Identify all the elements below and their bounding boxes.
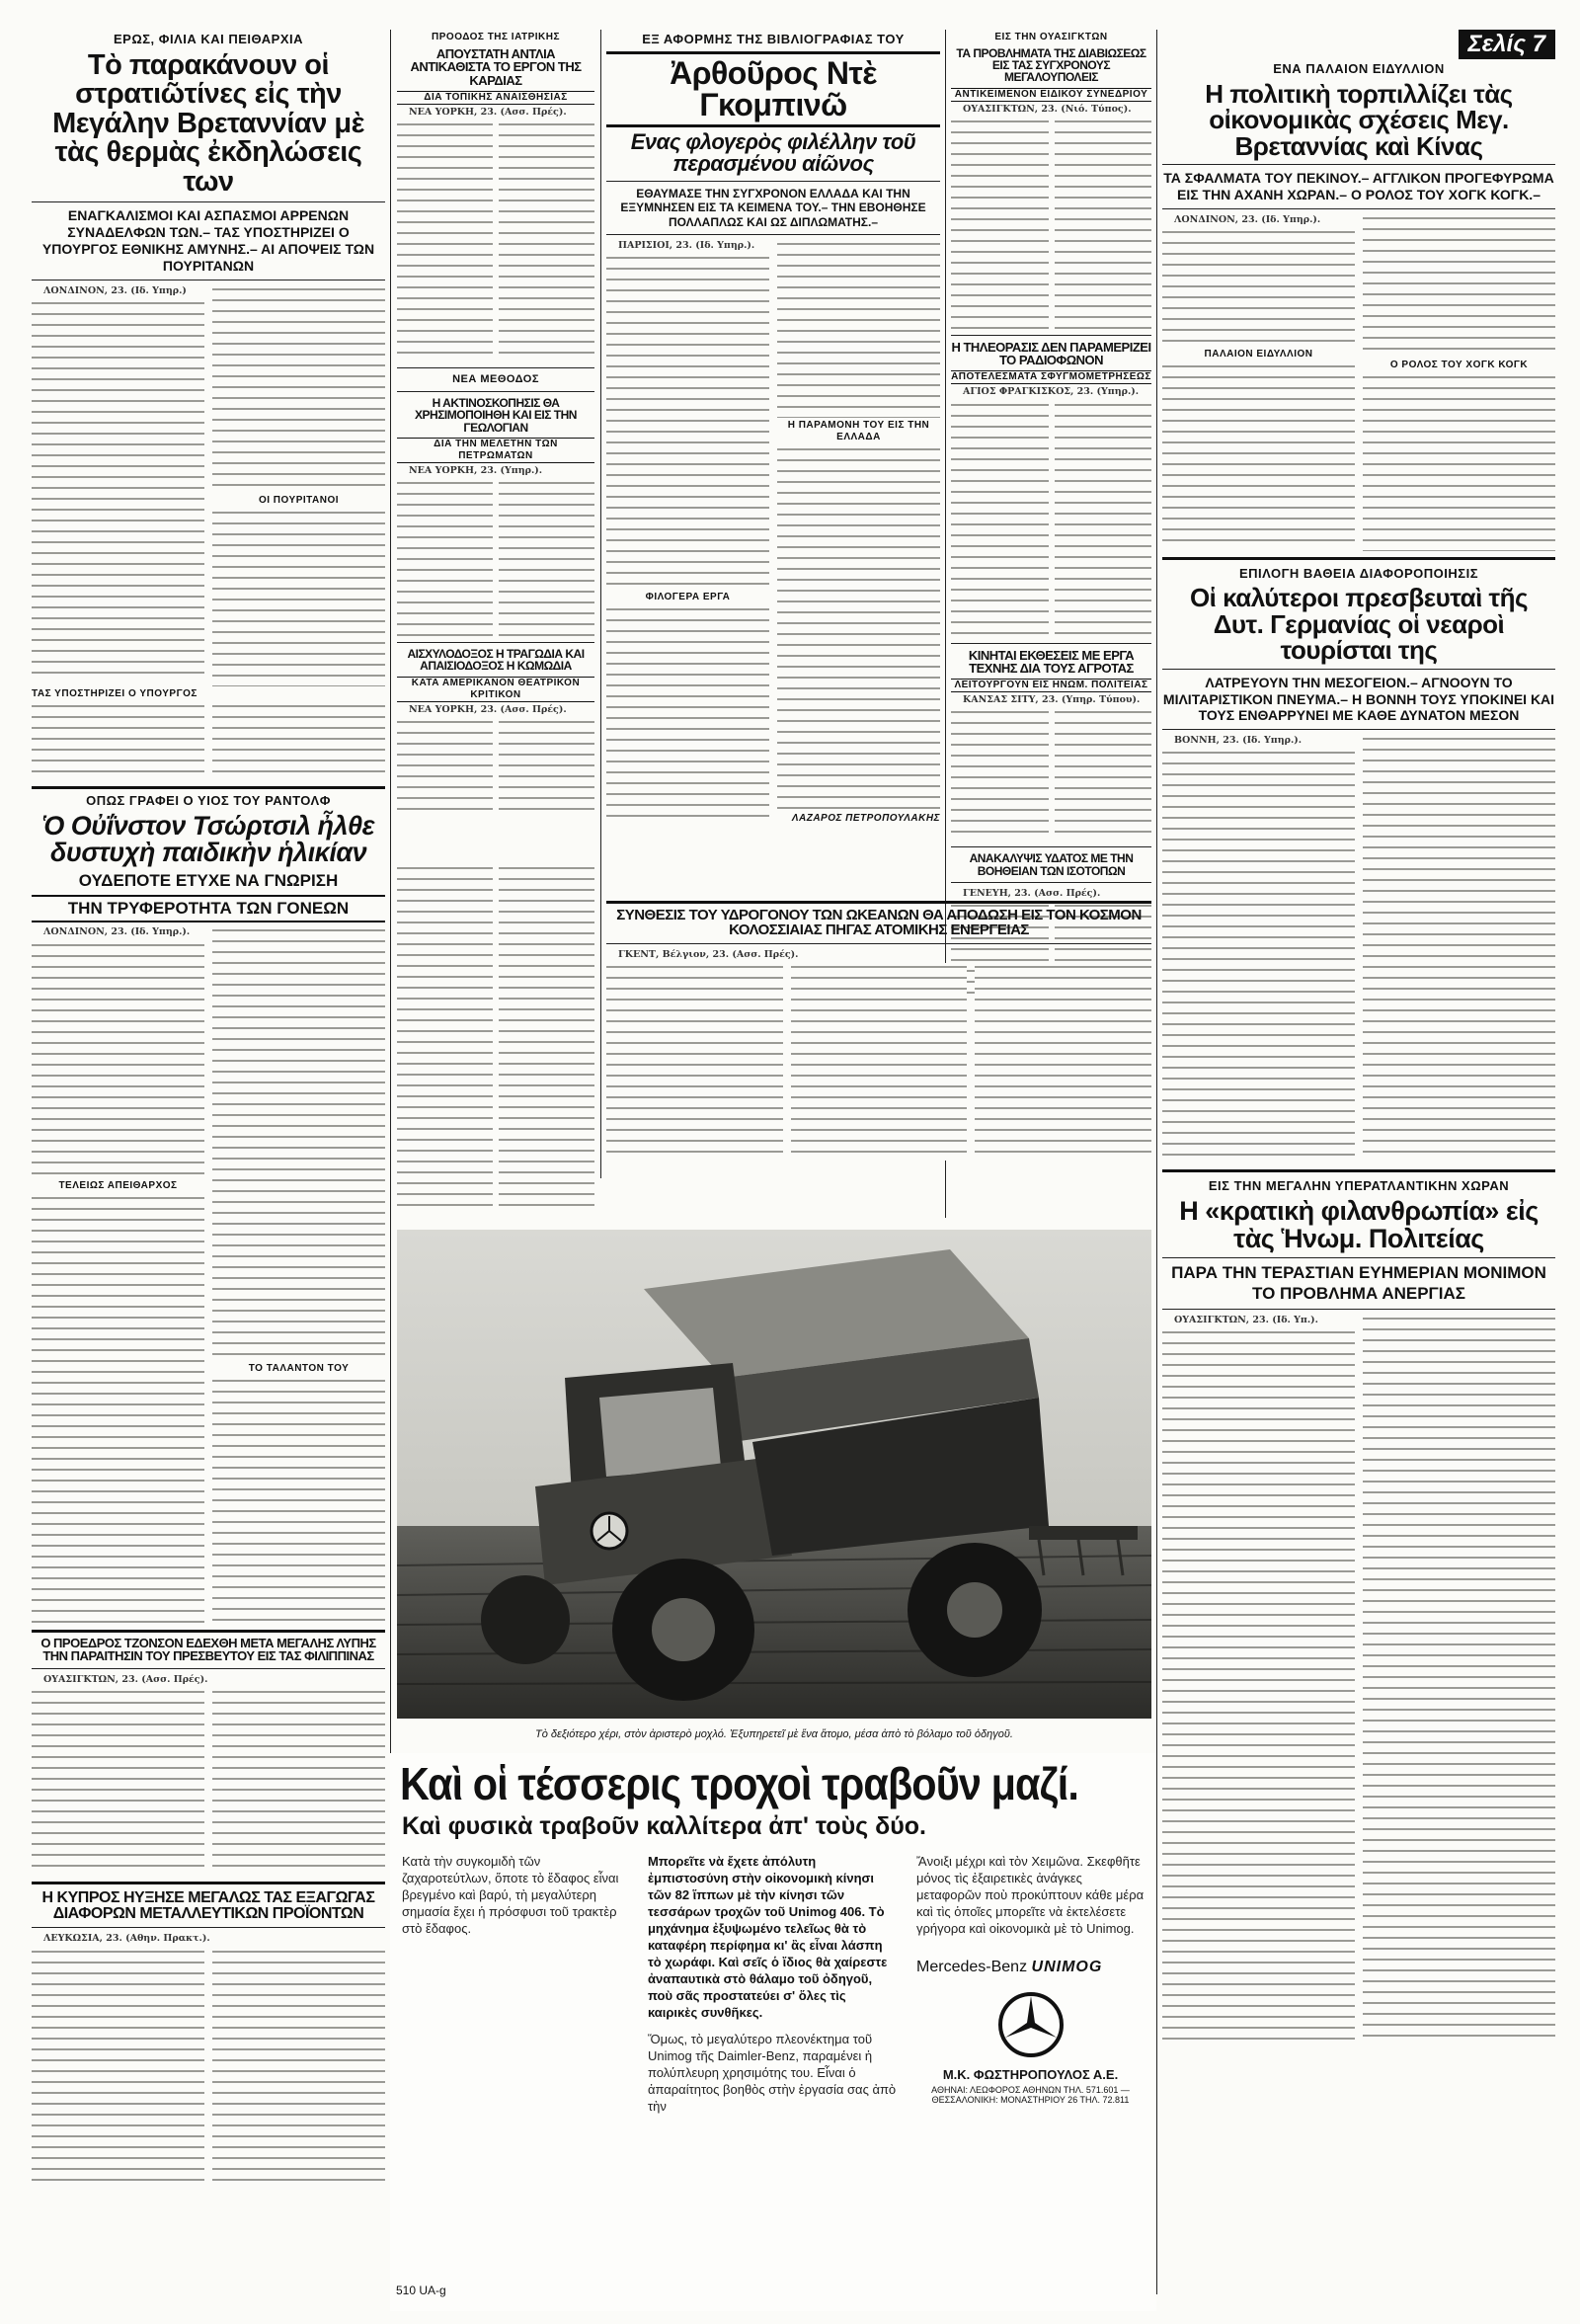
headline-3: ΚΙΝΗΤΑΙ ΕΚΘΕΣΕΙΣ ΜΕ ΕΡΓΑ ΤΕΧΝΗΣ ΔΙΑ ΤΟΥΣ ΑΓΡΟΤΑΣ	[968, 647, 1135, 676]
deck: ΕΘΑΥΜΑΣΕ ΤΗΝ ΣΥΓΧΡΟΝΟΝ ΕΛΛΑΔΑ ΚΑΙ ΤΗΝ ΕΞΥΜΝΗΣΕΝ ΕΙΣ ΤΑ ΚΕΙΜΕΝΑ ΤΟΥ.– ΤΗΝ ΕΒΟΗΘΗΣΕ ΠΟΛΛΑΠΛΩΣ ΚΑΙ ΩΣ ΔΙΠΛΩΜΑΤΗΣ.–	[620, 186, 926, 229]
body-text	[32, 941, 204, 1178]
kicker: ΕΙΣ ΤΗΝ ΟΥΑΣΙΓΚΤΩΝ	[994, 32, 1108, 42]
article-churchill	[32, 786, 385, 1626]
article-gobineau	[606, 30, 940, 899]
headline: ΣΥΝΘΕΣΙΣ ΤΟΥ ΥΔΡΟΓΟΝΟΥ ΤΩΝ ΩΚΕΑΝΩΝ ΘΑ ΑΠΟΔΩΣΗ ΕΙΣ ΤΟΝ ΚΟΣΜΟΝ ΚΟΛΟΣΣΙΑΙΑΣ ΠΗΓΑΣ ΑΤΟΜΙΚΗΣ ΕΝΕΡΓΕΙΑΣ	[616, 907, 1142, 939]
body-text	[499, 120, 594, 362]
body-text	[499, 864, 594, 1215]
mercedes-star-icon	[996, 1990, 1066, 2059]
subheading: ΠΑΛΑΙΟΝ ΕΙΔΥΛΛΙΟΝ	[1204, 348, 1313, 360]
body-text	[951, 708, 1049, 841]
dateline: ΟΥΑΣΙΓΚΤΩΝ, 23. (Νιό. Τύπος).	[963, 103, 1132, 115]
headline-philanthropy: Η «κρατικὴ φιλανθρωπία» εἰς τὰς Ἡνωμ. Πολιτείας	[1179, 1196, 1539, 1253]
headline: ΑΠΟΥΣΤΑΤΗ ΑΝΤΛΙΑ ΑΝΤΙΚΑΘΙΣΤΑ ΤΟ ΕΡΓΟΝ ΤΗΣ ΚΑΡΔΙΑΣ	[410, 46, 582, 88]
ad-dealer-address: ΑΘΗΝΑΙ: ΛΕΩΦΟΡΟΣ ΑΘΗΝΩΝ ΤΗΛ. 571.601 — ΘΕΣΣΑΛΟΝΙΚΗ: ΜΟΝΑΣΤΗΡΙΟΥ 26 ΤΗΛ. 72.811	[931, 2085, 1130, 2105]
dateline-4: ΓΕΝΕΥΗ, 23. (Ασσ. Πρές).	[963, 887, 1101, 899]
dateline: ΝΕΑ ΥΟΡΚΗ, 23. (Ασσ. Πρές).	[409, 106, 567, 118]
ad-dealer: Μ.Κ. ΦΩΣΤΗΡΟΠΟΥΛΟΣ Α.Ε.	[942, 2067, 1119, 2082]
headline: ΤΑ ΠΡΟΒΛΗΜΑΤΑ ΤΗΣ ΔΙΑΒΙΩΣΕΩΣ ΕΙΣ ΤΑΣ ΣΥΓΧΡΟΝΟΥΣ ΜΕΓΑΛΟΥΠΟΛΕΙΣ	[956, 46, 1146, 85]
kicker: ΕΠΙΛΟΓΗ ΒΑΘΕΙΑ ΔΙΑΦΟΡΟΠΟΙΗΣΙΣ	[1238, 565, 1479, 581]
headline: Ὁ Οὐΐνστον Τσώρτσιλ ἦλθε δυστυχὴ παιδικὴν ἡλικίαν	[41, 810, 374, 868]
dateline: ΛΟΝΔΙΝΟΝ, 23. (Ιδ. Υπηρ.)	[43, 284, 187, 296]
body-text	[1055, 118, 1152, 330]
dateline: ΟΥΑΣΙΓΚΤΩΝ, 23. (Ιδ. Υπ.).	[1174, 1314, 1318, 1325]
bottom-left-articles	[32, 1630, 385, 2291]
photo-unimog	[397, 1230, 1151, 1746]
deck-germany: ΛΑΤΡΕΥΟΥΝ ΤΗΝ ΜΕΣΟΓΕΙΟΝ.– ΑΓΝΟΟΥΝ ΤΟ ΜΙΛΙΤΑΡΙΣΤΙΚΟΝ ΠΝΕΥΜΑ.– Η ΒΟΝΝΗ ΤΟΥΣ ΥΠΟΚΙΝΕΙ ΚΑΙ ΤΟΥΣ ΕΝΘΑΡΡΥΝΕΙ ΜΕ ΚΑΘΕ ΔΥΝΑΤΟΝ ΜΕΣΟΝ	[1162, 674, 1555, 724]
body-text	[606, 963, 783, 1161]
deck-philanthropy: ΠΑΡΑ ΤΗΝ ΤΕΡΑΣΤΙΑΝ ΕΥΗΜΕΡΙΑΝ ΜΟΝΙΜΟΝ ΤΟ ΠΡΟΒΛΗΜΑ ΑΝΕΡΓΙΑΣ	[1171, 1263, 1546, 1303]
dateline: ΛΟΝΔΙΝΟΝ, 23. (Ιδ. Υπηρ.).	[43, 926, 191, 938]
headline: Ἀρθοῦρος Ντὲ Γκομπινῶ	[606, 51, 940, 127]
dateline: ΟΥΑΣΙΓΚΤΩΝ, 23. (Ασσ. Πρές).	[43, 1673, 208, 1685]
headline-3: ΑΙΣΧΥΛΟΔΟΞΟΣ Η ΤΡΑΓΩΔΙΑ ΚΑΙ ΑΠΑΙΣΙΟΔΟΞΟΣ Η ΚΩΜΩΔΙΑ	[407, 647, 585, 674]
body-text	[212, 1377, 385, 1624]
body-text	[32, 1948, 204, 2185]
ad-text-3: Ὅμως, τὸ μεγαλύτερο πλεονέκτημα τοῦ Unimog τῆς Daimler-Benz, παραμένει ἡ πολύπλευρη χρησιμότης του. Εἶναι ὁ ἀπαραίτητος βοηθὸς στὴν ἐργασία σας ἀπὸ τὴν	[647, 2032, 897, 2114]
subheading: ΦΙΛΟΓΕΡΑ ΕΡΓΑ	[645, 592, 731, 603]
deck-2: ΤΗΝ ΤΡΥΦΕΡΟΤΗΤΑ ΤΩΝ ΓΟΝΕΩΝ	[32, 895, 385, 922]
column-rule	[600, 30, 601, 1178]
kicker: ΕΝΑ ΠΑΛΑΙΟΝ ΕΙΔΥΛΛΙΟΝ	[1273, 61, 1445, 76]
body-text	[499, 479, 594, 637]
subheading: ΤΟ ΤΑΛΑΝΤΟΝ ΤΟΥ	[248, 1363, 350, 1375]
right-column	[1162, 30, 1555, 2291]
body-text	[499, 718, 594, 817]
photo-caption: Τὸ δεξιότερο χέρι, στὸν ἀριστερὸ μοχλό. Ἐξυπηρετεῖ μὲ ἕνα ἄτομο, μέσα ἀπὸ τὸ βόλαμο τοῦ ὀδηγοῦ.	[535, 1728, 1013, 1740]
dateline-2: ΑΓΙΟΣ ΦΡΑΓΚΙΣΚΟΣ, 23. (Υπηρ.).	[963, 386, 1140, 398]
body-text	[212, 509, 385, 686]
deck-2: ΑΠΟΤΕΛΕΣΜΑΤΑ ΣΦΥΓΜΟΜΕΤΡΗΣΕΩΣ	[951, 371, 1151, 383]
body-text	[1363, 373, 1555, 551]
body-text	[1055, 708, 1152, 841]
body-text	[32, 1194, 204, 1626]
dateline-3: ΚΑΝΣΑΣ ΣΙΤΥ, 23. (Υπηρ. Τύπου).	[963, 694, 1141, 706]
headline-germany: Οἱ καλύτεροι πρεσβευταὶ τῆς Δυτ. Γερμανίας οἱ νεαροὶ τουρίσται της	[1189, 583, 1529, 666]
body-text	[606, 605, 769, 823]
kicker: ΟΠΩΣ ΓΡΑΦΕΙ Ο ΥΙΟΣ ΤΟΥ ΡΑΝΤΟΛΦ	[86, 793, 331, 808]
subheading: ΤΕΛΕΙΩΣ ΑΠΕΙΘΑΡΧΟΣ	[58, 1179, 178, 1191]
dateline: ΛΟΝΔΙΝΟΝ, 23. (Ιδ. Υπηρ.).	[1174, 213, 1321, 225]
subheading: ΤΑΣ ΥΠΟΣΤΗΡΙΖΕΙ Ο ΥΠΟΥΡΓΟΣ	[32, 687, 198, 699]
headline: Τὸ παρακάνουν οἱ στρατιῶτίνες εἰς τὴν Μεγάλην Βρεταννίαν μὲ τὰς θερμὰς ἐκδηλώσεις των	[52, 48, 364, 198]
unimog-photo-image	[397, 1230, 1151, 1719]
ad-code: 510 UA-g	[396, 2284, 446, 2297]
kicker: ΕΡΩΣ, ΦΙΛΙΑ ΚΑΙ ΠΕΙΘΑΡΧΙΑ	[113, 32, 304, 46]
ad-brand-line	[916, 1959, 1145, 1976]
subheading: ΟΙ ΠΟΥΡΙΤΑΝΟΙ	[258, 494, 340, 506]
body-text	[397, 718, 493, 817]
body-text	[212, 1688, 385, 1876]
ad-brand: Mercedes-Benz	[916, 1959, 1028, 1975]
ad-text-4: Ἄνοιξι μέχρι καὶ τὸν Χειμῶνα. Σκεφθῆτε μόνος τὶς ἐξαιρετικὲς ἀνάγκες μεταφορῶν ποὺ προκύπτουν κάθε μέρα καὶ τὶς ὁποῖες μπορεῖτε νὰ ἐκτελέσετε γρήγορα καὶ οἰκονομικὰ μὲ τὸ Unimog.	[916, 1854, 1145, 1936]
deck: ΕΝΑΓΚΑΛΙΣΜΟΙ ΚΑΙ ΑΣΠΑΣΜΟΙ ΑΡΡΕΝΩΝ ΣΥΝΑΔΕΛΦΩΝ ΤΩΝ.– ΤΑΣ ΥΠΟΣΤΗΡΙΖΕΙ Ο ΥΠΟΥΡΓΟΣ ΕΘΝΙΚΗΣ ΑΜΥΝΗΣ.– ΑΙ ΑΠΟΨΕΙΣ ΤΩΝ ΠΟΥΡΙΤΑΝΩΝ	[41, 207, 375, 274]
ad-headline: Καὶ οἱ τέσσερις τροχοὶ τραβοῦν μαζί.	[400, 1758, 1078, 1809]
body-text	[32, 702, 204, 780]
kicker: ΠΡΟΟΔΟΣ ΤΗΣ ΙΑΤΡΙΚΗΣ	[432, 32, 560, 42]
body-text	[951, 401, 1049, 638]
article-soldiers	[32, 30, 385, 780]
body-text	[975, 963, 1151, 1161]
body-text	[791, 963, 968, 1161]
unimog-advertisement	[390, 1753, 1156, 2311]
dateline: ΓΚΕΝΤ, Βέλγιον, 23. (Ασσ. Πρές).	[618, 948, 799, 960]
subheading: ΝΕΑ ΜΕΘΟΔΟΣ	[452, 372, 539, 385]
headline-cyprus: Η ΚΥΠΡΟΣ ΗΥΞΗΣΕ ΜΕΓΑΛΩΣ ΤΑΣ ΕΞΑΓΩΓΑΣ ΔΙΑΦΟΡΩΝ ΜΕΤΑΛΛΕΥΤΙΚΩΝ ΠΡΟΪΟΝΤΩΝ	[41, 1888, 375, 1923]
body-text	[1363, 214, 1555, 358]
deck-3: ΚΑΤΑ ΑΜΕΡΙΚΑΝΟΝ ΘΕΑΤΡΙΚΟΝ ΚΡΙΤΙΚΟΝ	[397, 677, 594, 702]
subhead: Ενας φλογερὸς φιλέλλην τοῦ περασμένου αἰῶνος	[630, 128, 916, 177]
body-text	[212, 285, 385, 493]
deck-1: ΟΥΔΕΠΟΤΕ ΕΤΥΧΕ ΝΑ ΓΝΩΡΙΣΗ	[78, 870, 339, 890]
dateline-3: ΝΕΑ ΥΟΡΚΗ, 23. (Ασσ. Πρές).	[409, 703, 567, 715]
deck-2: ΔΙΑ ΤΗΝ ΜΕΛΕΤΗΝ ΤΩΝ ΠΕΤΡΩΜΑΤΩΝ	[397, 438, 594, 463]
dateline: ΛΕΥΚΩΣΙΑ, 23. (Αθην. Πρακτ.).	[43, 1933, 210, 1945]
article-medicine	[397, 30, 594, 859]
body-text	[32, 299, 204, 675]
dateline-2: ΝΕΑ ΥΟΡΚΗ, 23. (Υπηρ.).	[409, 464, 543, 476]
body-text	[397, 864, 493, 1215]
body-text	[1363, 1315, 1555, 2041]
body-text	[1162, 228, 1355, 347]
body-text	[777, 445, 940, 811]
body-text	[212, 926, 385, 1361]
headline-johnson: Ο ΠΡΟΕΔΡΟΣ ΤΖΟΝΣΟΝ ΕΔΕΧΘΗ ΜΕΤΑ ΜΕΓΑΛΗΣ ΛΥΠΗΣ ΤΗΝ ΠΑΡΑΙΤΗΣΙΝ ΤΟΥ ΠΡΕΣΒΕΥΤΟΥ ΕΙΣ ΤΑΣ ΦΙΛΙΠΠΙΝΑΣ	[40, 1636, 376, 1664]
body-text	[32, 1688, 204, 1876]
body-text	[777, 240, 940, 418]
body-text	[606, 254, 769, 590]
body-text	[212, 702, 385, 780]
body-text	[397, 120, 493, 362]
mercedes-star-logo	[916, 1990, 1145, 2063]
body-text	[1162, 1328, 1355, 2040]
subheading: Η ΠΑΡΑΜΟΝΗ ΤΟΥ ΕΙΣ ΤΗΝ ΕΛΛΑΔΑ	[787, 419, 930, 442]
deck: ΑΝΤΙΚΕΙΜΕΝΟΝ ΕΙΔΙΚΟΥ ΣΥΝΕΔΡΙΟΥ	[951, 88, 1151, 102]
body-text	[1055, 401, 1152, 638]
headline-4: ΑΝΑΚΑΛΥΨΙΣ ΥΔΑΤΟΣ ΜΕ ΤΗΝ ΒΟΗΘΕΙΑΝ ΤΩΝ ΙΣΟΤΟΠΩΝ	[969, 851, 1134, 878]
body-text	[397, 479, 493, 637]
ad-text-2: Μπορεῖτε νὰ ἔχετε ἀπόλυτη ἐμπιστοσύνη στὴν οἰκονομικὴ κίνησι τῶν 82 ἵππων μὲ τὴν κίνησι τῶν τεσσάρων τροχῶν τοῦ Unimog 406. Τὸ μηχάνημα ἐξυψωμένο τελεῖως θὰ τὸ καταφέρη περίφημα κι' ἂς εἶναι λάσπη τὸ χωράφι. Καὶ σεῖς ὁ ἴδιος θὰ χαίρεστε ἀναπαυτικὰ στὸ θάλαμο τοῦ ὀδηγοῦ, ποὺ σᾶς προστατεύει σ' ὅλες τὶς καιρικὲς συνθῆκες.	[647, 1854, 888, 2020]
dateline: ΒΟΝΝΗ, 23. (Ιδ. Υπηρ.).	[1174, 735, 1303, 747]
deck-china: ΤΑ ΣΦΑΛΜΑΤΑ ΤΟΥ ΠΕΚΙΝΟΥ.– ΑΓΓΛΙΚΟΝ ΠΡΟΓΕΦΥΡΩΜΑ ΕΙΣ ΤΗΝ ΑΧΑΝΗ ΧΩΡΑΝ.– Ο ΡΟΛΟΣ ΤΟΥ ΧΟΓΚ ΚΟΓΚ.–	[1163, 170, 1554, 202]
ad-text-1: Κατὰ τὴν συγκομιδὴ τῶν ζαχαροτεύτλων, ὅποτε τὸ ἔδαφος εἶναι βρεγμένο καὶ βαρύ, τὴ μεγαλύτερη σημασία ἔχει ἡ πρόσφυσι τοῦ τρακτὲρ στὸ ἔδαφος.	[402, 1854, 619, 1936]
headline-2: Η ΤΗΛΕΟΡΑΣΙΣ ΔΕΝ ΠΑΡΑΜΕΡΙΖΕΙ ΤΟ ΡΑΔΙΟΦΩΝΟΝ	[951, 339, 1151, 368]
kicker: ΕΞ ΑΦΟΡΜΗΣ ΤΗΣ ΒΙΒΛΙΟΓΡΑΦΙΑΣ ΤΟΥ	[642, 32, 905, 46]
subheading: Ο ΡΟΛΟΣ ΤΟΥ ΧΟΓΚ ΚΟΓΚ	[1389, 359, 1529, 370]
body-text	[951, 118, 1049, 330]
ad-brand-model: UNIMOG	[1031, 1959, 1103, 1975]
body-text	[212, 1948, 385, 2185]
deck: ΔΙΑ ΤΟΠΙΚΗΣ ΑΝΑΙΣΘΗΣΙΑΣ	[397, 91, 594, 105]
kicker: ΕΙΣ ΤΗΝ ΜΕΓΑΛΗΝ ΥΠΕΡΑΤΛΑΝΤΙΚΗΝ ΧΩΡΑΝ	[1208, 1178, 1510, 1194]
body-text	[1162, 749, 1355, 1163]
page-number-badge: Σελίς 7	[1459, 30, 1555, 59]
article-tragedy-cont	[397, 864, 594, 1225]
ad-subhead: Καὶ φυσικὰ τραβοῦν καλλίτερα ἀπ' τοὺς δύο.	[402, 1812, 926, 1840]
deck-3: ΛΕΙΤΟΥΡΓΟΥΝ ΕΙΣ ΗΝΩΜ. ΠΟΛΙΤΕΙΑΣ	[951, 679, 1151, 692]
dateline: ΠΑΡΙΣΙΟΙ, 23. (Ιδ. Υπηρ.).	[618, 239, 755, 251]
article-hydrogen	[606, 901, 1151, 1227]
column-rule	[1156, 30, 1157, 2294]
body-text	[1363, 735, 1555, 1160]
headline-2: Η ΑΚΤΙΝΟΣΚΟΠΗΣΙΣ ΘΑ ΧΡΗΣΙΜΟΠΟΙΗΘΗ ΚΑΙ ΕΙΣ ΤΗΝ ΓΕΩΛΟΓΙΑΝ	[415, 396, 577, 435]
byline: ΛΑΖΑΡΟΣ ΠΕΤΡΟΠΟΥΛΑΚΗΣ	[791, 812, 940, 824]
headline-china: Η πολιτικὴ τορπιλλίζει τὰς οἰκονομικὰς σχέσεις Μεγ. Βρεταννίας καὶ Κίνας	[1205, 78, 1513, 161]
body-text	[1162, 362, 1355, 550]
